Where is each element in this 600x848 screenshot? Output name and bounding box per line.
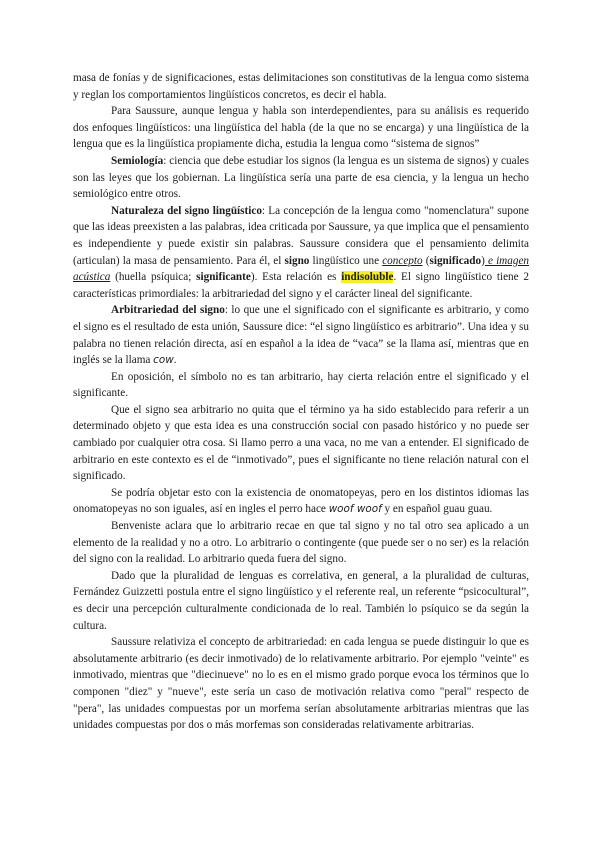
- text-run: : lo que une el significado con el significante es arbitrario, y como el signo es el resultado de esta unión, Saussure dice: “el signo lingüístico es arbitrario”. Una idea y su palabra no tienen relación directa, así en español a la idea de “vaca” se la llama así, mientras que en inglés se la llama: [73, 304, 529, 367]
- text-run: : La concepción de la lengua como "nomenclatura" supone que las ideas preexisten a las palabras, idea criticada por Saussure, ya que implica que el pensamiento es independiente y puede existir sin palabras. Saussure considera que el pensamiento delimita (articulan) la masa de pensamiento. Para él, el: [73, 204, 529, 267]
- text-run: y en español guau guau.: [381, 503, 493, 516]
- text-run: ): [481, 254, 485, 267]
- word-woof-woof: woof woof: [328, 503, 382, 516]
- paragraph-semiologia: [73, 153, 529, 203]
- term-arbitrariedad: Arbitrariedad del signo: [111, 304, 225, 317]
- paragraph-benveniste: Benveniste aclara que lo arbitrario recae en que tal signo y no tal otro sea aplicado a un elemento de la realidad y no a otro. Lo arbitrario o contingente (que puede ser o no ser) es la relación del signo con la realidad. Lo arbitrario queda fuera del signo.: [73, 520, 529, 566]
- paragraph-oposicion: En oposición, el símbolo no es tan arbitrario, hay cierta relación entre el significado y el significante.: [73, 370, 529, 400]
- text-run: lingüístico une: [309, 254, 383, 267]
- term-significado: significado: [429, 254, 482, 267]
- term-signo: signo: [284, 254, 310, 267]
- paragraph-inmotivado: Que el signo sea arbitrario no quita que el término ya ha sido establecido para referir a un determinado objeto y que esta idea es una construcción social con pasado histórico y no puede ser cambiado por cualquier otra cosa. Si llamo perro a una vaca, no me van a entender. El significado de arbitrario en este contexto es el de “inmotivado”, pues el significante no tiene relación natural con el significado.: [73, 403, 529, 483]
- text-run: .: [173, 354, 177, 367]
- word-cow: cow: [153, 354, 174, 367]
- text-run: (huella psíquica;: [110, 271, 197, 284]
- document-page: [73, 70, 529, 734]
- paragraph-semiologia-text: : ciencia que debe estudiar los signos (la lengua es un sistema de signos) y cuales son las leyes que los gobiernan. La lingüística sería una parte de esa ciencia, y la lengua un hecho semiológico entre otros.: [73, 154, 529, 201]
- paragraph-arbitrariedad: [73, 302, 529, 368]
- text-run: Se podría objetar esto con la existencia de onomatopeyas, pero en los distintos idiomas las onomatopeyas no son iguales, así en ingles el perro hace: [73, 486, 529, 516]
- term-semiologia: Semiología: [111, 154, 164, 167]
- paragraph-naturaleza: [73, 203, 529, 303]
- text-run: . El signo lingüístico tiene 2 características primordiales: la arbitrariedad del signo y el carácter lineal del significante.: [73, 271, 529, 300]
- paragraph-relativa: Saussure relativiza el concepto de arbitrariedad: en cada lengua se puede distinguir lo que es absolutamente arbitrario (es decir inmotivado) de lo relativamente arbitrario. Por ejemplo "veinte" es inmotivado, mientras que "diecinueve" no lo es en el mismo grado porque evoca los términos que lo componen "diez" y "nueve", este sería un caso de motivación relativa como "peral" respecto de "pera", las unidades compuestas por un morfema serían absolutamente arbitrarias mientras que las unidades compuestas por dos o más morfemas son consideradas relativamente arbitrarias.: [73, 636, 529, 732]
- term-naturaleza: Naturaleza del signo lingüístico: [111, 204, 262, 217]
- text-run: ). Esta relación es: [250, 271, 342, 284]
- paragraph-onomatopeyas: [73, 485, 529, 518]
- paragraph-guizzetti: Dado que la pluralidad de lenguas es correlativa, en general, a la pluralidad de culturas, Fernández Guizzetti postula entre el signo lingüístico y el referente real, un referente “psicocultural”, es decir una percepción culturalmente condicionada de lo real. También lo psíquico se da según la cultura.: [73, 569, 529, 632]
- term-imagen-acustica: e imagen acústica: [73, 254, 530, 284]
- text-run: (: [422, 254, 430, 267]
- paragraph-1: masa de fonías y de significaciones, estas delimitaciones son constitutivas de la lengua como sistema y reglan los comportamientos lingüísticos concretos, es decir el habla.: [73, 72, 529, 101]
- term-concepto: concepto: [382, 254, 423, 267]
- paragraph-2: Para Saussure, aunque lengua y habla son interdependientes, para su análisis es requerido dos enfoques lingüísticos: una lingüística del habla (de la que no se encarga) y una lingüística de la lengua que es la lingüística propiamente dicha, estudia la lengua como “sistema de signos”: [73, 105, 529, 151]
- term-indisoluble-highlight: indisoluble: [341, 271, 394, 284]
- term-significante: significante: [196, 271, 251, 284]
